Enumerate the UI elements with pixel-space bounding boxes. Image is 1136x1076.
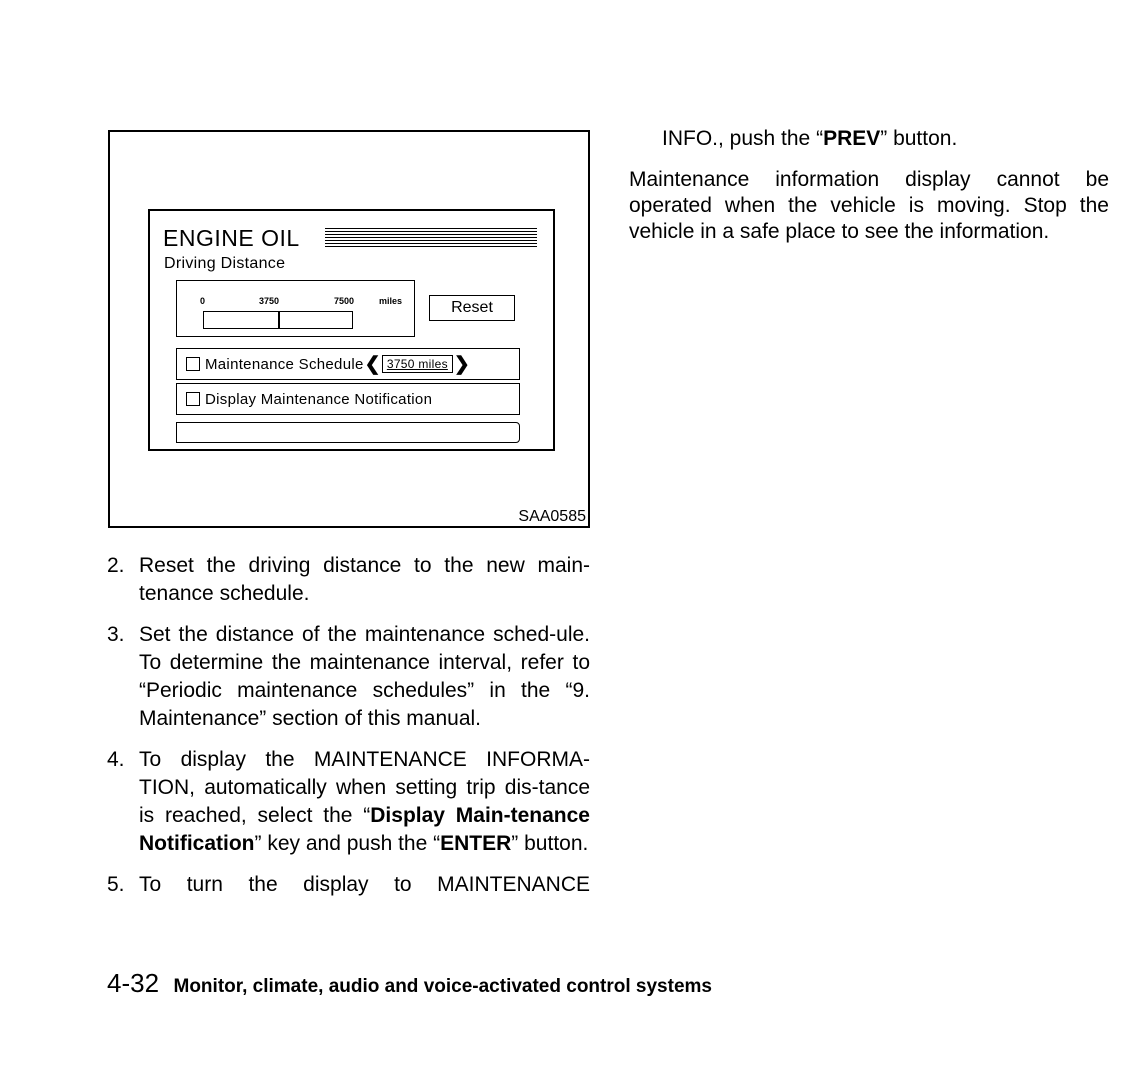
- figure-id: SAA0585: [518, 508, 586, 525]
- schedule-label: Maintenance Schedule: [205, 355, 364, 373]
- continuation-text-pre: INFO., push the “: [662, 127, 824, 150]
- key-prev: PREV: [823, 127, 881, 150]
- distance-bar: [203, 311, 353, 329]
- note-paragraph: Maintenance information display cannot be operated when the vehicle is moving. Stop the vehicle in a safe place to see the information.: [629, 168, 1109, 243]
- page-number: 4-32: [107, 968, 160, 998]
- distance-meter: [176, 280, 415, 337]
- chevron-left-icon[interactable]: ❮: [364, 353, 381, 375]
- step-text-pre: To display the MAINTENANCE INFORMA-TION, automatically when setting trip dis-tance is reached, select the “: [139, 748, 590, 827]
- empty-row: [176, 422, 520, 443]
- list-item: [107, 621, 590, 733]
- page-footer: [107, 968, 712, 999]
- step-continuation: [629, 126, 1109, 152]
- screen-title: ENGINE OIL: [163, 225, 300, 251]
- list-item: [107, 552, 590, 608]
- notification-checkbox[interactable]: [186, 392, 200, 406]
- list-item: [107, 746, 590, 858]
- screen-subtitle: Driving Distance: [164, 255, 286, 272]
- step-key-display-notification: Display Main-tenance Notification: [139, 804, 590, 855]
- step-text-post: ” button.: [511, 832, 589, 855]
- right-column: [629, 126, 1109, 245]
- maintenance-schedule-row[interactable]: [176, 348, 520, 380]
- step-text-mid: ” key and push the “: [254, 832, 441, 855]
- chevron-right-icon[interactable]: ❯: [453, 353, 471, 375]
- tick-label: 3750: [259, 296, 280, 306]
- step-number: 5.: [107, 873, 125, 896]
- step-text: Set the distance of the maintenance sched-ule. To determine the maintenance interval, refer to “Periodic maintenance schedules” in the “9. Maintenance” section of this manual.: [139, 623, 590, 730]
- notification-label: Display Maintenance Notification: [205, 390, 433, 408]
- continuation-text-post: ” button.: [880, 127, 958, 150]
- step-number: 2.: [107, 554, 125, 577]
- title-decoration-lines: [325, 228, 537, 248]
- tick-label: 0: [200, 296, 206, 306]
- display-notification-row[interactable]: [176, 383, 520, 415]
- tick-label: miles: [379, 296, 403, 306]
- step-key-enter: ENTER: [440, 832, 512, 855]
- illustration-frame: [108, 130, 590, 528]
- schedule-value: 3750 miles: [382, 355, 453, 373]
- step-text: To turn the display to MAINTENANCE: [139, 873, 590, 896]
- chapter-title: Monitor, climate, audio and voice-activated control systems: [173, 976, 712, 997]
- tick-label: 7500: [334, 296, 355, 306]
- step-number: 3.: [107, 623, 125, 646]
- display-screen: [148, 209, 555, 451]
- step-text: Reset the driving distance to the new main-tenance schedule.: [139, 554, 590, 605]
- distance-bar-marker: [278, 312, 280, 328]
- schedule-checkbox[interactable]: [186, 357, 200, 371]
- reset-button[interactable]: Reset: [429, 295, 515, 321]
- steps-list: [107, 552, 590, 912]
- list-item: [107, 871, 590, 899]
- step-number: 4.: [107, 748, 125, 771]
